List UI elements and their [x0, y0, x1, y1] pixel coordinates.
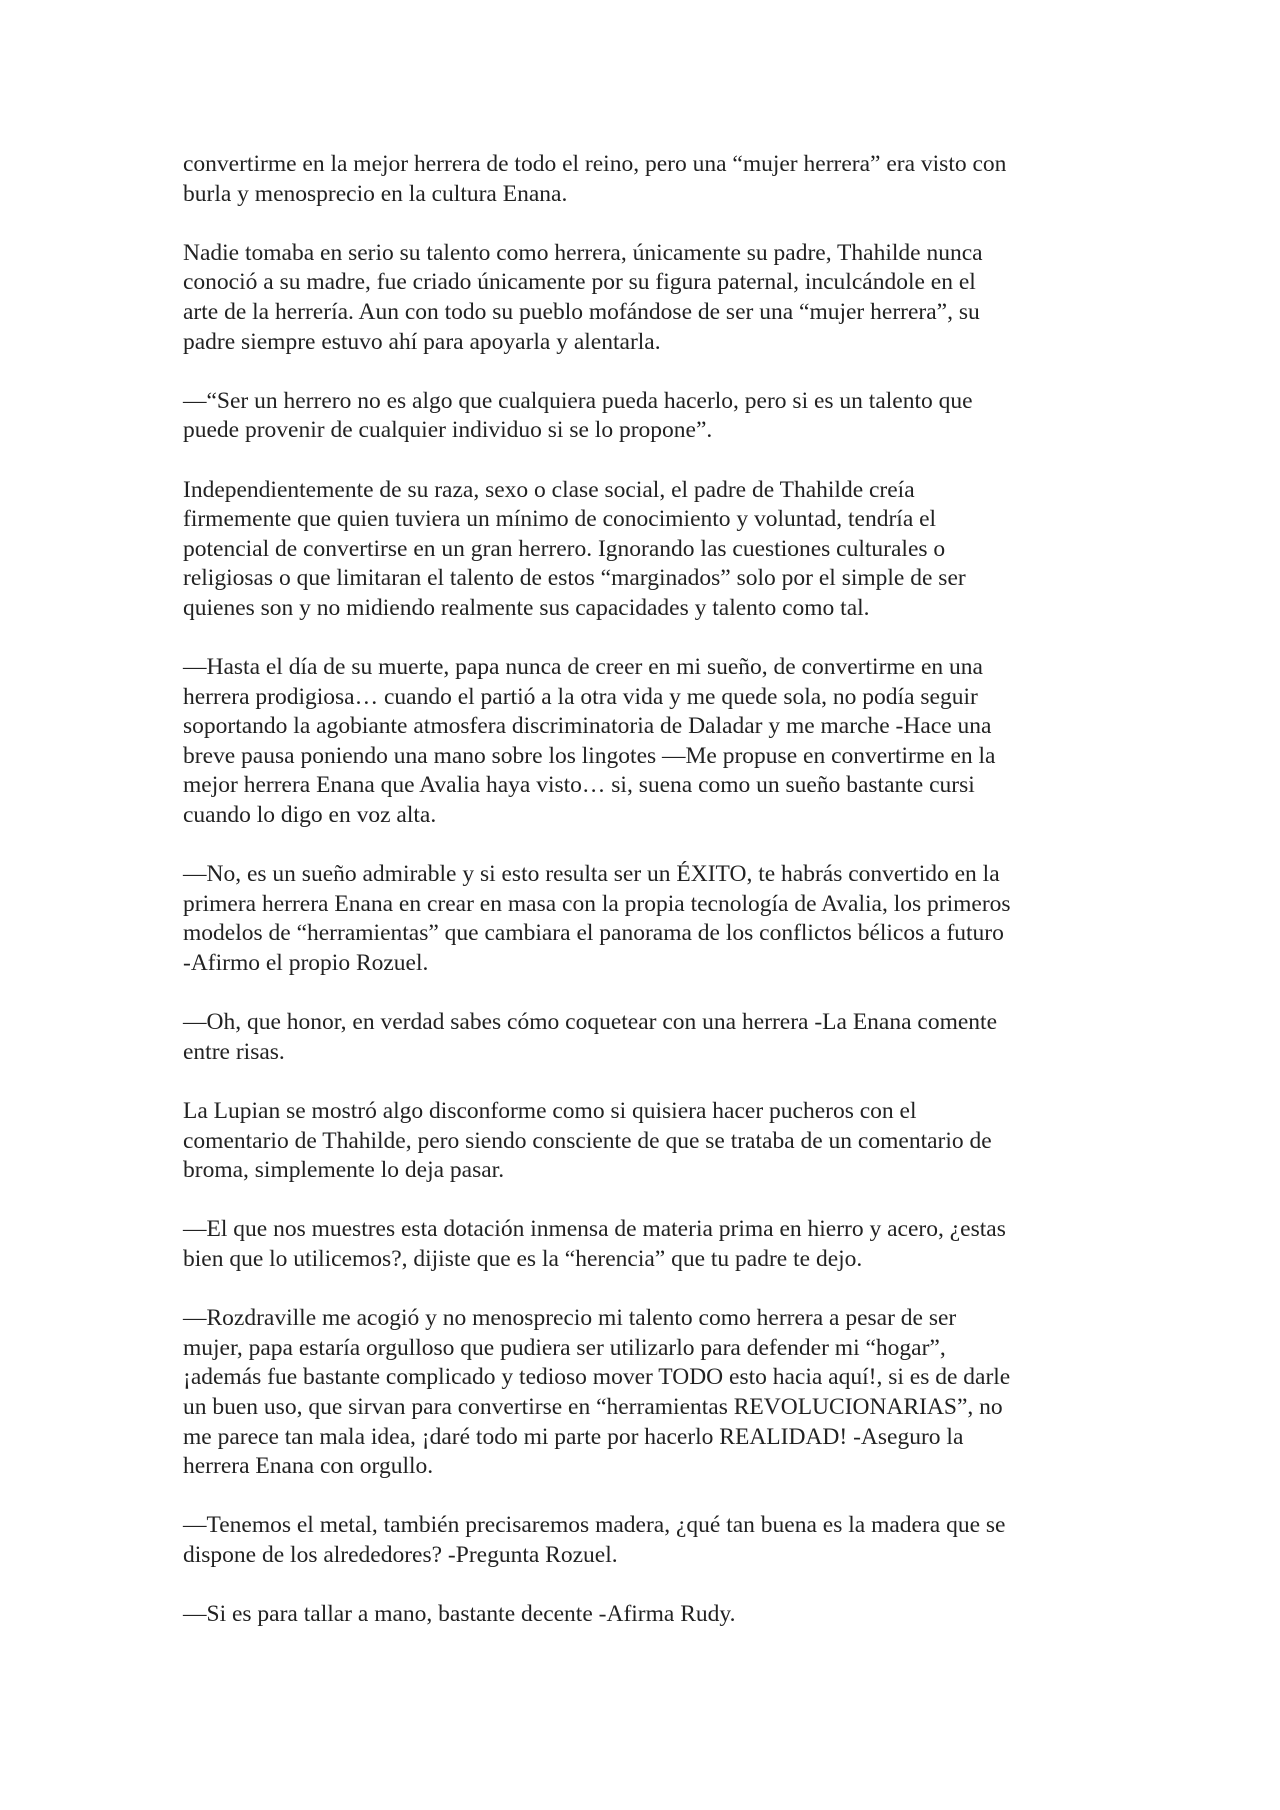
paragraph — [183, 1511, 1103, 1570]
text-line: —El que nos muestres esta dotación inmensa de materia prima en hierro y acero, ¿estas — [183, 1216, 1006, 1243]
text-line: Nadie tomaba en serio su talento como herrera, únicamente su padre, Thahilde nunca — [183, 239, 983, 266]
text-line: —Oh, que honor, en verdad sabes cómo coquetear con una herrera -La Enana comente — [183, 1009, 998, 1036]
text-line: soportando la agobiante atmosfera discriminatoria de Daladar y me marche -Hace una — [183, 713, 992, 740]
text-line: Independientemente de su raza, sexo o clase social, el padre de Thahilde creía — [183, 476, 915, 503]
paragraph — [183, 1304, 1103, 1482]
text-line: -Afirmo el propio Rozuel. — [183, 950, 429, 977]
text-line: ¡además fue bastante complicado y tedioso mover TODO esto hacia aquí!, si es de darle — [183, 1364, 1011, 1391]
text-line: quienes son y no midiendo realmente sus capacidades y talento como tal. — [183, 594, 870, 621]
text-line: dispone de los alrededores? -Pregunta Rozuel. — [183, 1541, 618, 1568]
text-line: breve pausa poniendo una mano sobre los lingotes —Me propuse en convertirme en la — [183, 742, 996, 769]
text-line: modelos de “herramientas” que cambiara el panorama de los conflictos bélicos a futuro — [183, 920, 1004, 947]
paragraph — [183, 150, 1103, 209]
text-line: potencial de convertirse en un gran herrero. Ignorando las cuestiones culturales o — [183, 535, 946, 562]
text-line: padre siempre estuvo ahí para apoyarla y alentarla. — [183, 328, 661, 355]
paragraph — [183, 653, 1103, 831]
paragraph — [183, 860, 1103, 978]
text-line: La Lupian se mostró algo disconforme como si quisiera hacer pucheros con el — [183, 1098, 917, 1124]
paragraph — [183, 1600, 1103, 1630]
text-line: puede provenir de cualquier individuo si se lo propone”. — [183, 417, 713, 444]
text-line: burla y menosprecio en la cultura Enana. — [183, 180, 568, 207]
text-line: firmemente que quien tuviera un mínimo de conocimiento y voluntad, tendría el — [183, 506, 937, 533]
text-line: religiosas o que limitaran el talento de estos “marginados” solo por el simple de ser — [183, 565, 966, 592]
text-line: convertirme en la mejor herrera de todo el reino, pero una “mujer herrera” era visto con — [183, 151, 1007, 177]
text-line: broma, simplemente lo deja pasar. — [183, 1157, 505, 1184]
text-line: —Rozdraville me acogió y no menosprecio mi talento como herrera a pesar de ser — [183, 1305, 957, 1332]
text-line: mujer, papa estaría orgulloso que pudiera ser utilizarlo para defender mi “hogar”, — [183, 1334, 946, 1361]
text-line: conoció a su madre, fue criado únicamente por su figura paternal, inculcándole en el — [183, 269, 976, 296]
text-line: cuando lo digo en voz alta. — [183, 802, 437, 829]
paragraph — [183, 476, 1103, 624]
text-line: herrera prodigiosa… cuando el partió a la otra vida y me quede sola, no podía seguir — [183, 683, 978, 710]
paragraph — [183, 239, 1103, 357]
text-line: herrera Enana con orgullo. — [183, 1453, 434, 1480]
text-line: —Hasta el día de su muerte, papa nunca de creer en mi sueño, de convertirme en una — [183, 654, 983, 681]
text-line: —No, es un sueño admirable y si esto resulta ser un ÉXITO, te habrás convertido en la — [183, 861, 1000, 888]
text-line: primera herrera Enana en crear en masa con la propia tecnología de Avalia, los primeros — [183, 890, 1011, 917]
text-line: bien que lo utilicemos?, dijiste que es la “herencia” que tu padre te dejo. — [183, 1245, 863, 1272]
text-line: un buen uso, que sirvan para convertirse en “herramientas REVOLUCIONARIAS”, no — [183, 1393, 1003, 1420]
document-body — [183, 150, 1103, 1630]
text-line: arte de la herrería. Aun con todo su pueblo mofándose de ser una “mujer herrera”, su — [183, 298, 980, 325]
text-line: mejor herrera Enana que Avalia haya visto… si, suena como un sueño bastante cursi — [183, 772, 975, 799]
paragraph — [183, 1097, 1103, 1186]
text-line: —“Ser un herrero no es algo que cualquiera pueda hacerlo, pero si es un talento que — [183, 387, 973, 414]
text-line: me parece tan mala idea, ¡daré todo mi parte por hacerlo REALIDAD! -Aseguro la — [183, 1423, 964, 1450]
text-line: entre risas. — [183, 1038, 285, 1065]
text-line: —Si es para tallar a mano, bastante decente -Afirma Rudy. — [183, 1601, 736, 1628]
text-line: comentario de Thahilde, pero siendo consciente de que se trataba de un comentario de — [183, 1127, 992, 1154]
paragraph — [183, 1215, 1103, 1274]
paragraph — [183, 387, 1103, 446]
text-line: —Tenemos el metal, también precisaremos madera, ¿qué tan buena es la madera que se — [183, 1512, 1006, 1539]
paragraph — [183, 1008, 1103, 1067]
